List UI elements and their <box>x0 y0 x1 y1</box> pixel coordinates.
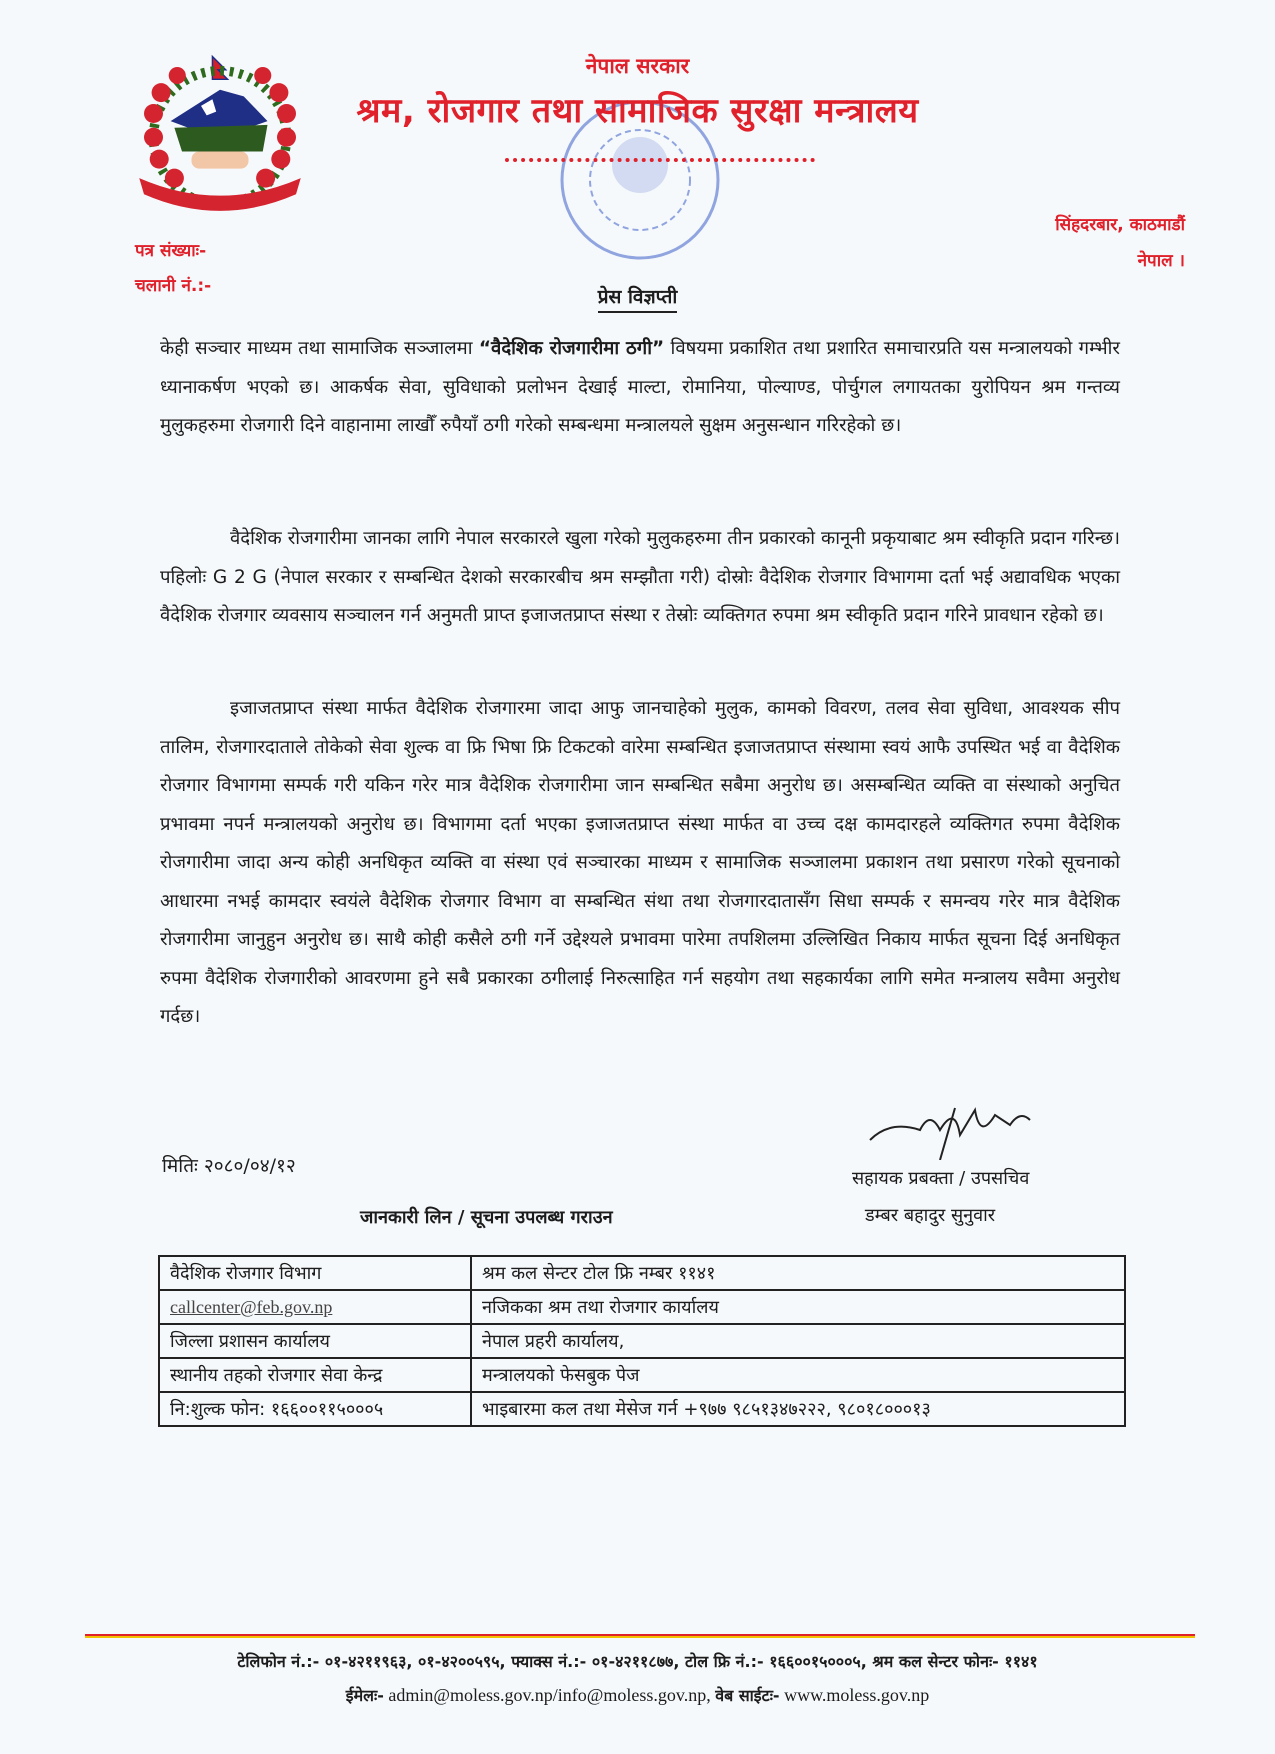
table-row <box>159 1324 1125 1358</box>
footer-divider <box>85 1634 1195 1638</box>
footer-contact-line: टेलिफोन नं.:- ०१-४२११९६३, ०१-४२००५९५, फ्याक्स नं.:- ०१-४२११८७७, टोल फ्रि नं.:- १६६००१५०००५, श्रम कल सेन्टर फोनः- ११४१ <box>237 1652 1038 1671</box>
table-cell: जिल्ला प्रशासन कार्यालय <box>159 1324 471 1358</box>
dispatch-number-label: चलानी नं.:- <box>135 276 212 296</box>
paragraph-2: वैदेशिक रोजगारीमा जानका लागि नेपाल सरकारले खुला गरेको मुलुकहरुमा तीन प्रकारको कानूनी प्रकृयाबाट श्रम स्वीकृति प्रदान गरिन्छ। पहिलोः G 2 G (नेपाल सरकार र सम्बन्धित देशको सरकारबीच श्रम सम्झौता गरी) दोस्रोः वैदेशिक रोजगार विभागमा दर्ता भई अद्यावधिक भएका वैदेशिक रोजगार व्यवसाय सञ्चालन गर्न अनुमती प्राप्त इजाजतप्राप्त संस्था र तेस्रोः व्यक्तिगत रुपमा श्रम स्वीकृति प्रदान गरिने प्रावधान रहेको छ। <box>160 528 1120 626</box>
document-date: मितिः २०८०/०४/१२ <box>162 1155 296 1177</box>
paragraph-1-text-end: विषयमा प्रकाशित तथा प्रशारित समाचारप्रति यस मन्त्रालयको गम्भीर ध्यानाकर्षण भएको छ। आकर्षक सेवा, सुविधाको प्रलोभन देखाई माल्टा, रोमानिया, पोल्याण्ड, पोर्चुगल लगायतका युरोपियन श्रम गन्तव्य मुलुकहरुमा रोजगारी दिने वाहानामा लाखौँ रुपैयाँ ठगी गरेको सम्बन्धमा मन्त्रालयले सुक्षम अनुसन्धान गरिरहेको छ। <box>160 338 1120 436</box>
email-label: ईमेलः- <box>345 1686 384 1705</box>
footer-web-line <box>0 1684 1275 1706</box>
table-cell <box>159 1290 471 1324</box>
contact-info-heading: जानकारी लिन / सूचना उपलब्ध गराउन <box>360 1207 613 1228</box>
table-cell: नजिकका श्रम तथा रोजगार कार्यालय <box>471 1290 1125 1324</box>
document-title-text: प्रेस विज्ञप्ती <box>598 286 678 313</box>
table-row <box>159 1290 1125 1324</box>
table-row <box>159 1256 1125 1290</box>
table-cell: भाइबारमा कल तथा मेसेज गर्न +९७७ ९८५१३४७२२२, ९८०१८०००१३ <box>471 1392 1125 1426</box>
paragraph-1-subject: “वैदेशिक रोजगारीमा ठगी” <box>478 338 665 359</box>
paragraph-1-text-start: केही सञ्चार माध्यम तथा सामाजिक सञ्जालमा <box>160 338 479 359</box>
ministry-name: श्रम, रोजगार तथा सामाजिक सुरक्षा मन्त्रालय <box>356 91 919 131</box>
government-name: नेपाल सरकार <box>585 54 690 78</box>
signatory-designation: सहायक प्रबक्ता / उपसचिव <box>852 1168 1030 1189</box>
contact-table <box>158 1255 1126 1427</box>
table-cell: श्रम कल सेन्टर टोल फ्रि नम्बर ११४१ <box>471 1256 1125 1290</box>
letter-number-label: पत्र संख्याः- <box>135 241 207 261</box>
address-line-2: नेपाल । <box>1137 251 1185 271</box>
table-cell: मन्त्रालयको फेसबुक पेज <box>471 1358 1125 1392</box>
paragraph-3: इजाजतप्राप्त संस्था मार्फत वैदेशिक रोजगारमा जादा आफु जानचाहेको मुलुक, कामको विवरण, तलव सेवा सुविधा, आवश्यक सीप तालिम, रोजगारदाताले तोकेको सेवा शुल्क वा फ्रि भिषा फ्रि टिकटको वारेमा सम्बन्धित इजाजतप्राप्त संस्थामा स्वयं आफै उपस्थित भई वा वैदेशिक रोजगार विभागमा सम्पर्क गरी यकिन गरेर मात्र वैदेशिक रोजगारीमा जान सम्बन्धित सबैमा अनुरोध छ। असम्बन्धित व्यक्ति वा संस्थाको अनुचित प्रभावमा नपर्न मन्त्रालयको अनुरोध छ। विभागमा दर्ता भएका इजाजतप्राप्त संस्था मार्फत वा उच्च दक्ष कामदारहले व्यक्तिगत रुपमा वैदेशिक रोजगारीमा जादा अन्य कोही अनधिकृत व्यक्ति वा संस्था एवं सञ्चारका माध्यम र सामाजिक सञ्जालमा प्रकाशन तथा प्रसारण गरेको सूचनाको आधारमा नभई कामदार स्वयंले वैदेशिक रोजगार विभाग वा सम्बन्धित संथा तथा रोजगारदातासँग सिधा सम्पर्क र समन्वय गरेर मात्र वैदेशिक रोजगारीमा जानुहुन अनुरोध छ। साथै कोही कसैले ठगी गर्ने उद्देश्यले प्रभावमा पारेमा तपशिलमा उल्लिखित निकाय मार्फत सूचना दिई अनधिकृत रुपमा वैदेशिक रोजगारीको आवरणमा हुने सबै प्रकारका ठगीलाई निरुत्साहित गर्न सहयोग तथा सहकार्यका लागि समेत मन्त्रालय सवैमा अनुरोध गर्दछ। <box>160 698 1120 1027</box>
website-label: वेब साईटः- <box>715 1686 780 1705</box>
table-row <box>159 1392 1125 1426</box>
paragraph-1 <box>160 330 1120 446</box>
table-cell: स्थानीय तहको रोजगार सेवा केन्द्र <box>159 1358 471 1392</box>
address-line-1: सिंहदरबार, काठमाडौं <box>1055 215 1185 235</box>
signatory-name: डम्बर बहादुर सुनुवार <box>865 1205 996 1226</box>
email-link[interactable]: callcenter@feb.gov.np <box>170 1296 333 1317</box>
document-title <box>0 283 1275 309</box>
table-cell: वैदेशिक रोजगार विभाग <box>159 1256 471 1290</box>
table-row <box>159 1358 1125 1392</box>
footer-website[interactable]: www.moless.gov.np <box>779 1685 930 1705</box>
footer-email[interactable]: admin@moless.gov.np/info@moless.gov.np, <box>383 1685 716 1705</box>
header-divider <box>505 158 815 162</box>
table-cell: नि:शुल्क फोन: १६६००११५०००५ <box>159 1392 471 1426</box>
signature-icon <box>860 1100 1060 1160</box>
table-cell: नेपाल प्रहरी कार्यालय, <box>471 1324 1125 1358</box>
